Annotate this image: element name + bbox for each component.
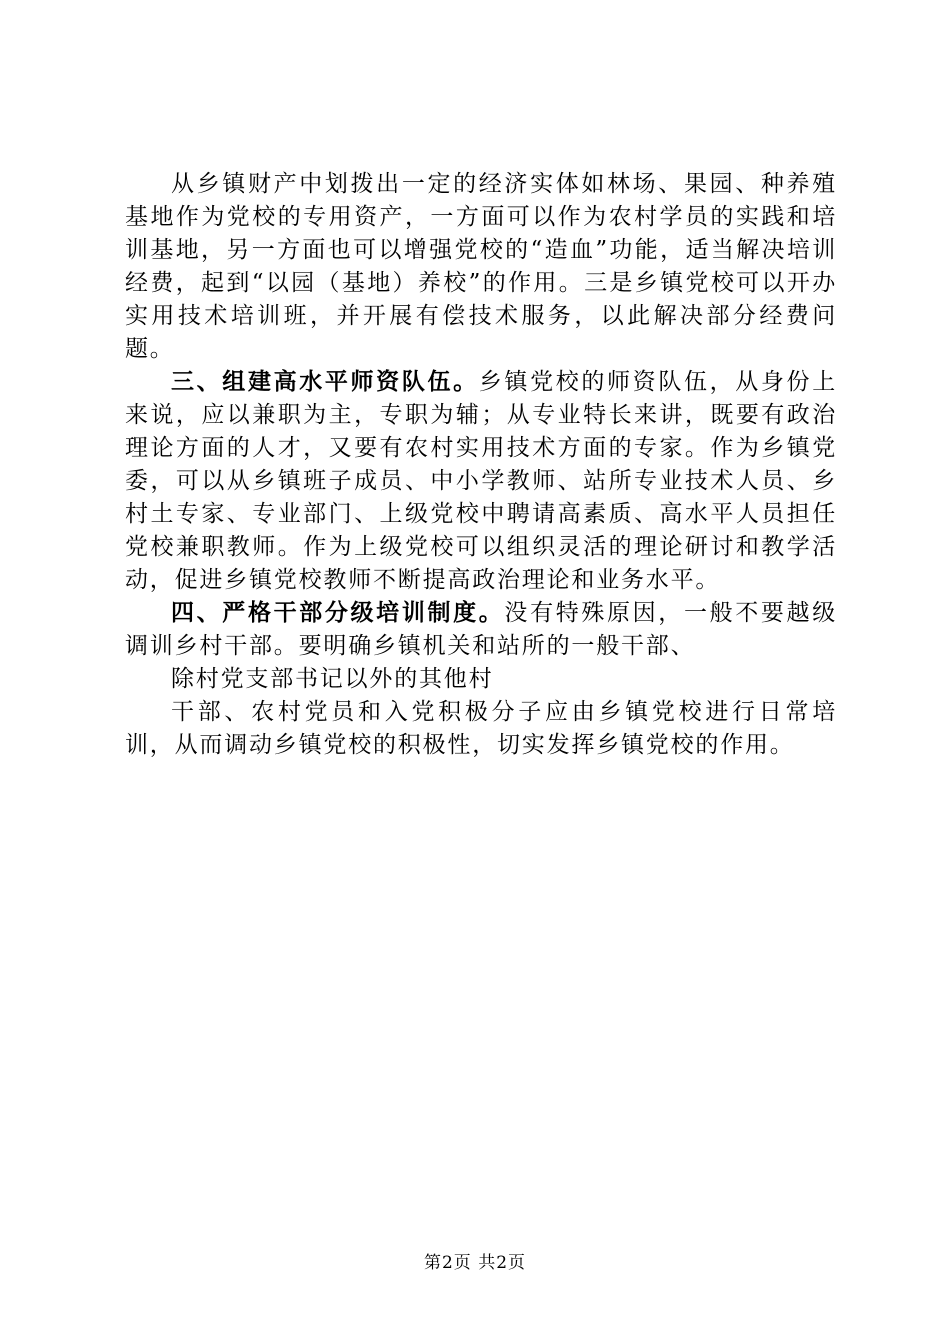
paragraph-3-text: 没有特殊原因，一般不要越级调训乡村干部。要明确乡镇机关和站所的一般干部、: [125, 600, 837, 659]
paragraph-2: [125, 366, 837, 597]
paragraph-5-text: 干部、农村党员和入党积极分子应由乡镇党校进行日常培训，从而调动乡镇党校的积极性，切实发挥乡镇党校的作用。: [125, 699, 837, 758]
document-body: [125, 168, 837, 762]
paragraph-2-heading: 三、组建高水平师资队伍。: [171, 369, 479, 395]
paragraph-3: [125, 597, 837, 663]
paragraph-1-text: 从乡镇财产中划拨出一定的经济实体如林场、果园、种养殖基地作为党校的专用资产，一方面可以作为农村学员的实践和培训基地，另一方面也可以增强党校的“造血”功能，适当解决培训经费，起到“以园（基地）养校”的作用。三是乡镇党校可以开办实用技术培训班，并开展有偿技术服务，以此解决部分经费问题。: [125, 171, 837, 362]
paragraph-2-text: 乡镇党校的师资队伍，从身份上来说，应以兼职为主，专职为辅；从专业特长来讲，既要有政治理论方面的人才，又要有农村实用技术方面的专家。作为乡镇党委，可以从乡镇班子成员、中小学教师、站所专业技术人员、乡村土专家、专业部门、上级党校中聘请高素质、高水平人员担任党校兼职教师。作为上级党校可以组织灵活的理论研讨和教学活动，促进乡镇党校教师不断提高政治理论和业务水平。: [125, 369, 837, 593]
paragraph-5: [125, 696, 837, 762]
paragraph-1: [125, 168, 837, 366]
paragraph-4: [125, 663, 837, 696]
paragraph-3-heading: 四、严格干部分级培训制度。: [171, 600, 505, 626]
page-number-footer: 第2页 共2页: [423, 1253, 527, 1273]
paragraph-4-text: 除村党支部书记以外的其他村: [171, 666, 494, 692]
